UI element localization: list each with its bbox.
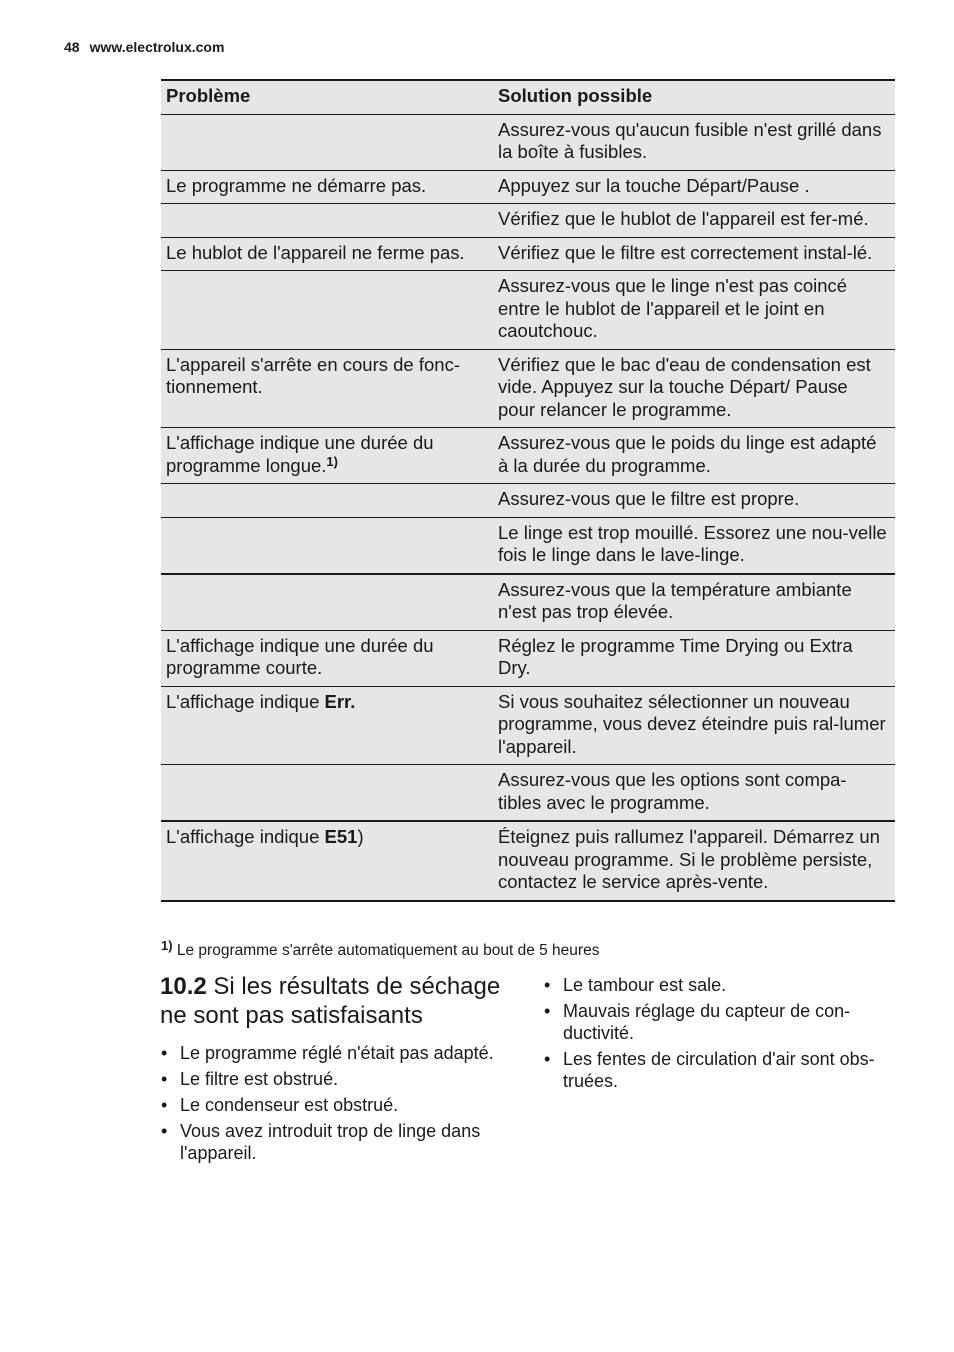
table-row bbox=[161, 686, 895, 765]
problem-cell: Le hublot de l'appareil ne ferme pas. bbox=[161, 237, 498, 271]
list-item: • Le filtre est obstrué. bbox=[161, 1068, 516, 1090]
solution-cell: Assurez-vous que le poids du linge est adapté à la durée du programme. bbox=[498, 428, 895, 484]
error-code: E51 bbox=[324, 826, 358, 847]
problem-cell bbox=[161, 821, 498, 901]
solution-cell: Appuyez sur la touche Départ/Pause . bbox=[498, 170, 895, 204]
site-url[interactable]: www.electrolux.com bbox=[89, 39, 225, 55]
solution-cell: Vérifiez que le bac d'eau de condensation est vide. Appuyez sur la touche Départ/ Pause pour relancer le programme. bbox=[498, 349, 895, 428]
footnote bbox=[161, 938, 600, 960]
list-item: • Les fentes de circulation d'air sont obs-truées. bbox=[544, 1048, 899, 1092]
table-row bbox=[161, 428, 895, 484]
header-problem: Problème bbox=[161, 80, 498, 114]
problem-cell bbox=[161, 765, 498, 822]
problem-cell bbox=[161, 428, 498, 484]
table-row bbox=[161, 271, 895, 350]
footnote-marker: 1) bbox=[161, 938, 173, 953]
header-solution: Solution possible bbox=[498, 80, 895, 114]
table-row bbox=[161, 821, 895, 901]
solution-cell: Assurez-vous que la température ambiante n'est pas trop élevée. bbox=[498, 574, 895, 631]
problem-cell bbox=[161, 517, 498, 574]
solution-cell: Assurez-vous que les options sont compa-tibles avec le programme. bbox=[498, 765, 895, 822]
table-header-row bbox=[161, 80, 895, 114]
section-heading bbox=[160, 972, 520, 1030]
solution-cell: Vérifiez que le hublot de l'appareil est fer-mé. bbox=[498, 204, 895, 238]
page-number: 48 bbox=[64, 39, 80, 55]
table-row bbox=[161, 237, 895, 271]
solution-cell: Réglez le programme Time Drying ou Extra Dry. bbox=[498, 630, 895, 686]
problem-cell bbox=[161, 574, 498, 631]
problem-cell: L'appareil s'arrête en cours de fonc-tionnement. bbox=[161, 349, 498, 428]
problem-text: L'affichage indique une durée du programme longue. bbox=[166, 432, 434, 476]
footnote-marker: 1) bbox=[326, 453, 338, 469]
table-row bbox=[161, 170, 895, 204]
list-item: • Mauvais réglage du capteur de con-ductivité. bbox=[544, 1000, 899, 1044]
solution-cell: Assurez-vous que le filtre est propre. bbox=[498, 484, 895, 518]
troubleshooting-table bbox=[161, 79, 895, 902]
problem-cell bbox=[161, 114, 498, 170]
section-number: 10.2 bbox=[160, 973, 207, 1000]
list-item: • Le tambour est sale. bbox=[544, 974, 899, 996]
bullet-list-left bbox=[161, 1042, 516, 1168]
solution-cell: Assurez-vous que le linge n'est pas coincé entre le hublot de l'appareil et le joint en caoutchouc. bbox=[498, 271, 895, 350]
problem-text: L'affichage indique bbox=[166, 690, 325, 712]
footnote-text: Le programme s'arrête automatiquement au bout de 5 heures bbox=[176, 942, 600, 959]
table-row bbox=[161, 765, 895, 822]
page-header bbox=[64, 39, 224, 55]
solution-cell: Vérifiez que le filtre est correctement instal-lé. bbox=[498, 237, 895, 271]
table-row bbox=[161, 574, 895, 631]
solution-cell: Éteignez puis rallumez l'appareil. Démarrez un nouveau programme. Si le problème persiste, contactez le service après-vente. bbox=[498, 821, 895, 901]
table-row bbox=[161, 349, 895, 428]
solution-cell: Le linge est trop mouillé. Essorez une nou-velle fois le linge dans le lave-linge. bbox=[498, 517, 895, 574]
list-item: • Le condenseur est obstrué. bbox=[161, 1094, 516, 1116]
problem-cell: Le programme ne démarre pas. bbox=[161, 170, 498, 204]
table-row bbox=[161, 204, 895, 238]
problem-cell bbox=[161, 271, 498, 350]
problem-text: L'affichage indique bbox=[166, 826, 325, 847]
section-title-text: Si les résultats de séchage ne sont pas satisfaisants bbox=[160, 973, 501, 1029]
list-item: • Vous avez introduit trop de linge dans l'appareil. bbox=[161, 1120, 516, 1164]
problem-cell bbox=[161, 204, 498, 238]
problem-cell bbox=[161, 484, 498, 518]
list-item: • Le programme réglé n'était pas adapté. bbox=[161, 1042, 516, 1064]
problem-cell: L'affichage indique une durée du programme courte. bbox=[161, 630, 498, 686]
bullet-list-right bbox=[544, 974, 899, 1096]
table-row bbox=[161, 484, 895, 518]
problem-suffix: ) bbox=[357, 826, 364, 847]
solution-cell: Assurez-vous qu'aucun fusible n'est grillé dans la boîte à fusibles. bbox=[498, 114, 895, 170]
error-code: Err. bbox=[324, 690, 356, 712]
table-row bbox=[161, 114, 895, 170]
table-row bbox=[161, 517, 895, 574]
table-row bbox=[161, 630, 895, 686]
problem-cell bbox=[161, 686, 498, 765]
solution-cell: Si vous souhaitez sélectionner un nouveau programme, vous devez éteindre puis ral-lumer l'appareil. bbox=[498, 686, 895, 765]
